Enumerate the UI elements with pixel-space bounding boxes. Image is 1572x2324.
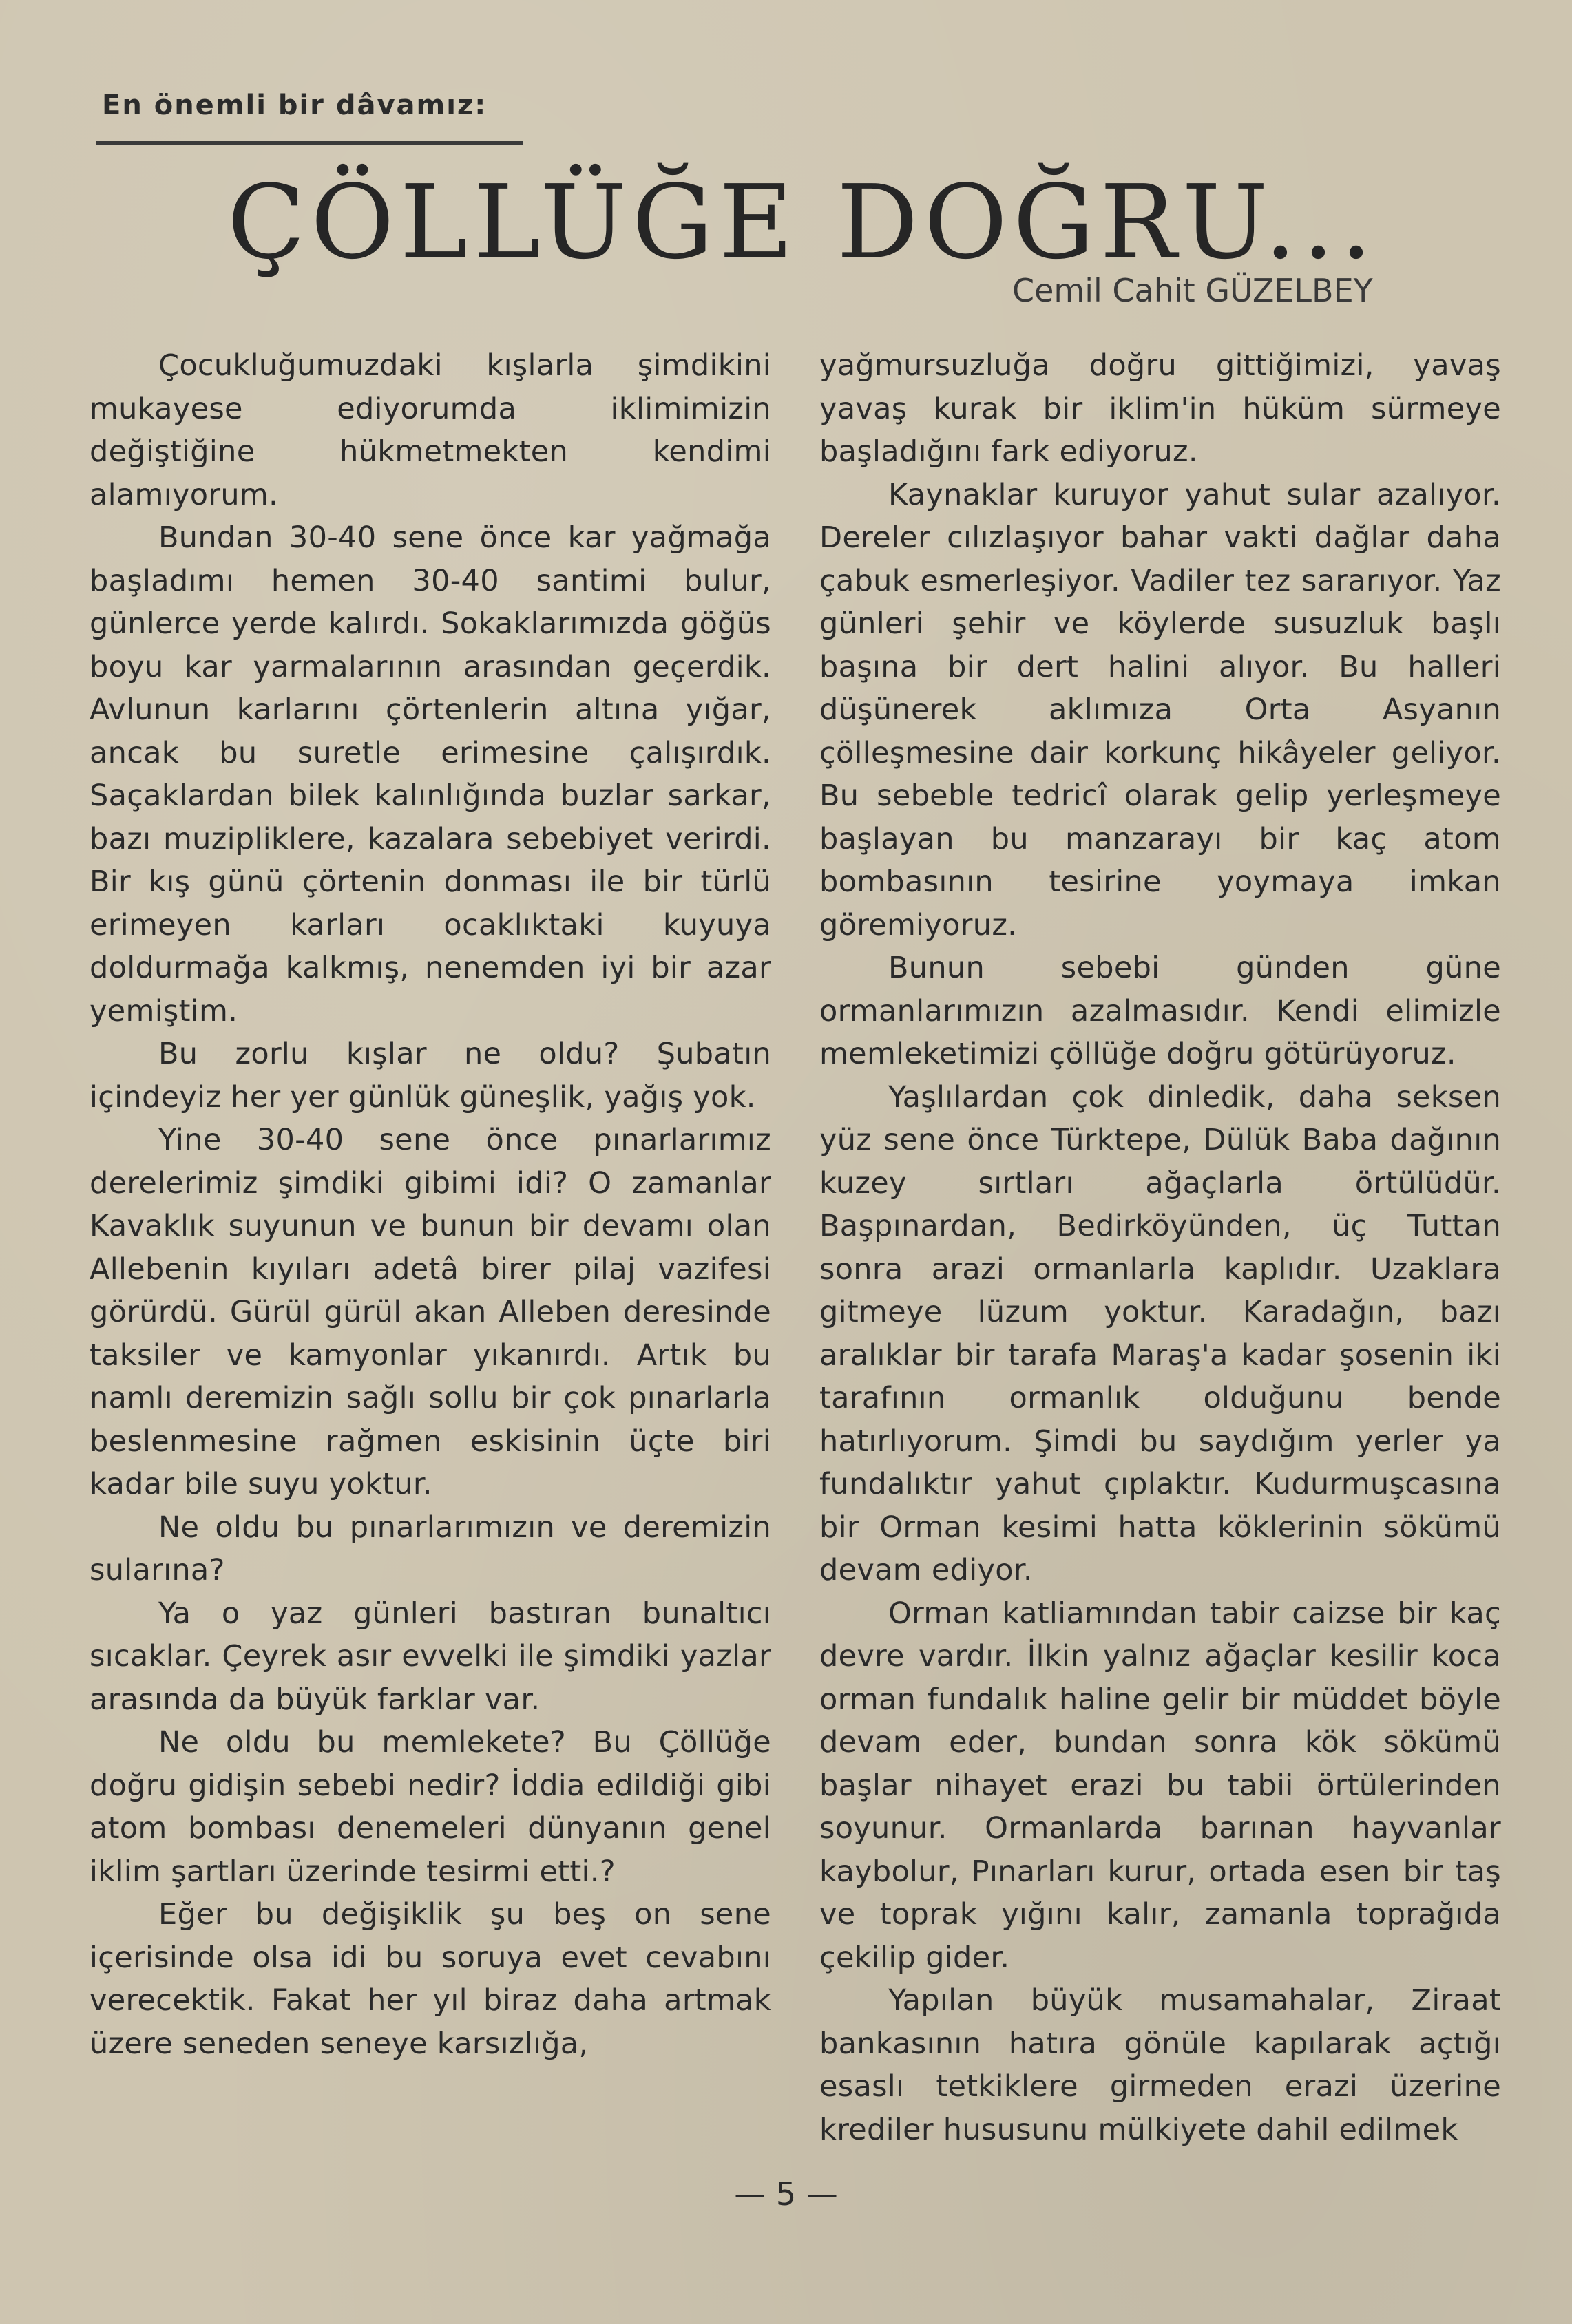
paragraph: Bundan 30-40 sene önce kar yağmağa başladımı hemen 30-40 santimi bulur, günlerce yerde kalırdı. Sokaklarımızda göğüs boyu kar yarmalarının arasından geçerdik. Avlunun karlarını çörtenlerin altına yığar, ancak bu suretle erimesine çalışırdık. Saçaklardan bilek kalınlığında buzlar sarkar, bazı muzipliklere, kazalara sebebiyet verirdi. Bir kış günü çörtenin donması ile bir türlü erimeyen karları ocaklıktaki kuyuya doldurmağa kalkmış, nenemden iyi bir azar yemiştim. bbox=[90, 520, 771, 1028]
article-body bbox=[90, 344, 1501, 2151]
paragraph: Yaşlılardan çok dinledik, daha seksen yüz sene önce Türktepe, Dülük Baba dağının kuzey sırtları ağaçlarla örtülüdür. Başpınardan, Bedirköyünden, üç Tuttan sonra arazi ormanlarla kaplıdır. Uzaklara gitmeye lüzum yoktur. Karadağın, bazı aralıklar bir tarafa Maraş'a kadar şosenin iki tarafının ormanlık olduğunu bende hatırlıyorum. Şimdi bu saydığım yerler ya fundalıktır yahut çıplaktır. Kudurmuşcasına bir Orman kesimi hatta köklerinin sökümü devam ediyor. bbox=[819, 1079, 1501, 1587]
left-column bbox=[90, 344, 771, 2151]
paragraph: Eğer bu değişiklik şu beş on sene içerisinde olsa idi bu soruya evet cevabını verecektik. Fakat her yıl biraz daha artmak üzere seneden seneye karsızlığa, bbox=[90, 1897, 771, 2061]
kicker-label: En önemli bir dâvamız: bbox=[102, 89, 488, 121]
author-byline: Cemil Cahit GÜZELBEY bbox=[1012, 272, 1373, 309]
article-title: ÇÖLLÜĞE DOĞRU... bbox=[227, 163, 1379, 282]
paragraph: Ne oldu bu memlekete? Bu Çöllüğe doğru gidişin sebebi nedir? İddia edildiği gibi atom bombası denemeleri dünyanın genel iklim şartları üzerinde tesirmi etti.? bbox=[90, 1725, 771, 1889]
paragraph: Ya o yaz günleri bastıran bunaltıcı sıcaklar. Çeyrek asır evvelki ile şimdiki yazlar arasında da büyük farklar var. bbox=[90, 1596, 771, 1717]
paragraph: Bu zorlu kışlar ne oldu? Şubatın içindeyiz her yer günlük güneşlik, yağış yok. bbox=[90, 1037, 771, 1115]
page-number: — 5 — bbox=[734, 2175, 838, 2212]
right-column bbox=[819, 344, 1501, 2151]
paragraph: Yapılan büyük musamahalar, Ziraat bankasının hatıra gönüle kapılarak açtığı esaslı tetkiklere girmeden erazi üzerine krediler hususunu mülkiyete dahil edilmek bbox=[819, 1983, 1501, 2147]
paragraph: Yine 30-40 sene önce pınarlarımız derelerimiz şimdiki gibimi idi? O zamanlar Kavaklık suyunun ve bunun bir devamı olan Allebenin kıyıları adetâ birer pilaj vazifesi görürdü. Gürül gürül akan Alleben deresinde taksiler ve kamyonlar yıkanırdı. Artık bu namlı deremizin sağlı sollu bir çok pınarlarla beslenmesine rağmen eskisinin üçte biri kadar bile suyu yoktur. bbox=[90, 1123, 771, 1501]
paragraph: Bunun sebebi günden güne ormanlarımızın azalmasıdır. Kendi elimizle memleketimizi çöllüğe doğru götürüyoruz. bbox=[819, 951, 1501, 1071]
paragraph: Ne oldu bu pınarlarımızın ve deremizin sularına? bbox=[90, 1510, 771, 1587]
kicker-underline bbox=[96, 141, 523, 145]
paragraph: Kaynaklar kuruyor yahut sular azalıyor. Dereler cılızlaşıyor bahar vakti dağlar daha çabuk esmerleşiyor. Vadiler tez sararıyor. Yaz günleri şehir ve köylerde susuzluk başlı başına bir dert halini alıyor. Bu halleri düşünerek aklımıza Orta Asyanın çölleşmesine dair korkunç hikâyeler geliyor. Bu sebeble tedricî olarak gelip yerleşmeye başlayan bu manzarayı bir kaç atom bombasının tesirine yoymaya imkan göremiyoruz. bbox=[819, 477, 1501, 942]
paragraph: Orman katliamından tabir caizse bir kaç devre vardır. İlkin yalnız ağaçlar kesilir koca orman fundalık haline gelir bir müddet böyle devam eder, bundan sonra kök sökümü başlar nihayet erazi bu tabii örtülerinden soyunur. Ormanlarda barınan hayvanlar kaybolur, Pınarları kurur, ortada esen bir taş ve toprak yığını kalır, zamanla toprağıda çekilip gider. bbox=[819, 1596, 1501, 1975]
paragraph: yağmursuzluğa doğru gittiğimizi, yavaş yavaş kurak bir iklim'in hüküm sürmeye başladığını fark ediyoruz. bbox=[819, 348, 1501, 469]
paragraph: Çocukluğumuzdaki kışlarla şimdikini mukayese ediyorumda iklimimizin değiştiğine hükmetmekten kendimi alamıyorum. bbox=[90, 348, 771, 512]
